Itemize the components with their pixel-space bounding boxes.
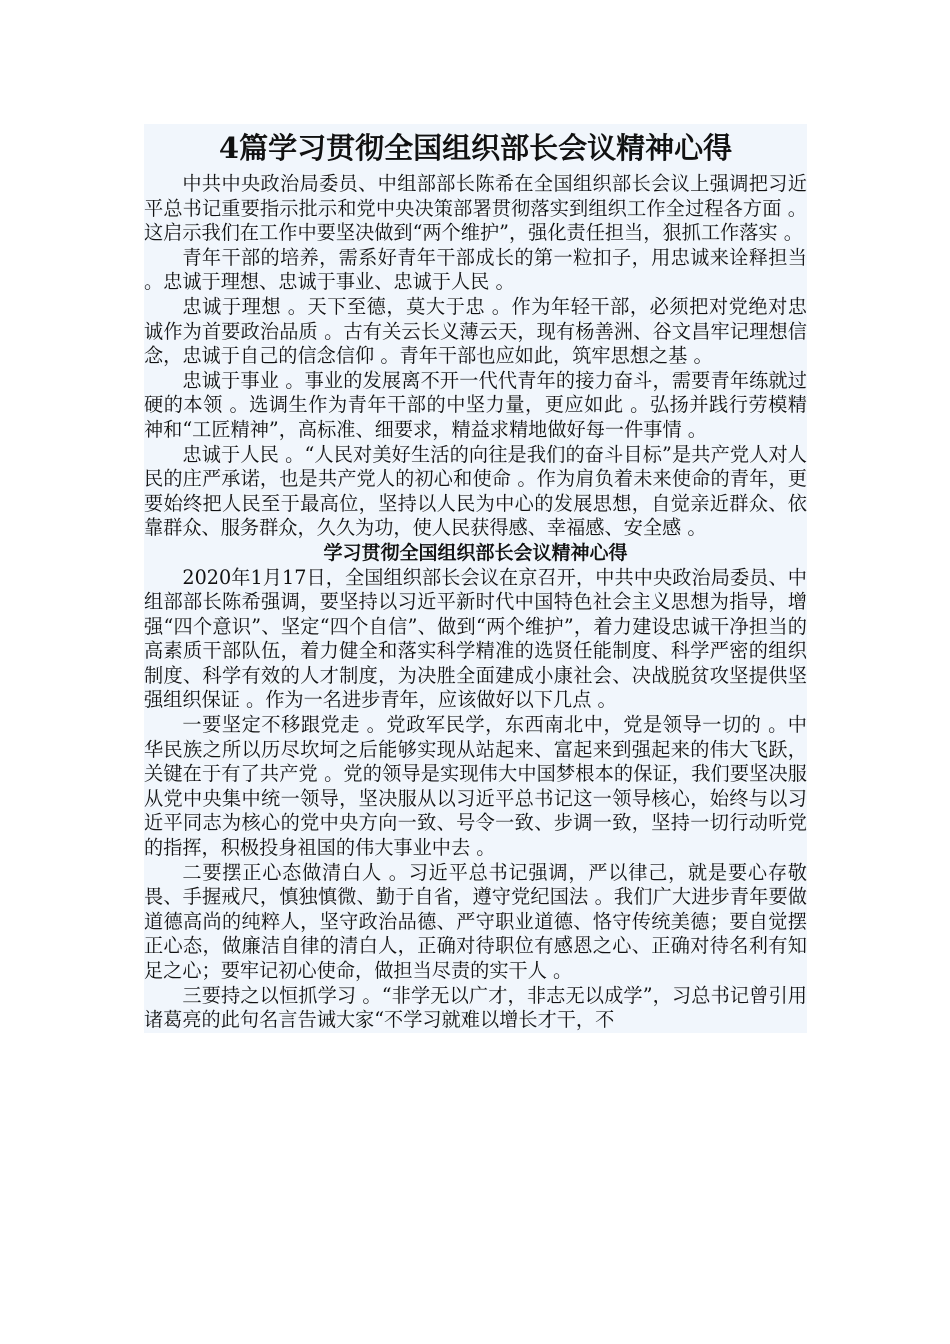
paragraph: 二要摆正心态做清白人 。习近平总书记强调，严以律己，就是要心存敬畏、手握戒尺，慎独慎微、勤于自省，遵守党纪国法 。我们广大进步青年要做道德高尚的纯粹人，坚守政治品德、严守职业道德、恪守传统美德；要自觉摆正心态，做廉洁自律的清白人，正确对待职位有感恩之心、正确对待名利有知足之心；要牢记初心使命，做担当尽责的实干人 。: [144, 860, 807, 982]
paragraph: 2020年1月17日，全国组织部长会议在京召开，中共中央政治局委员、中组部部长陈希强调，要坚持以习近平新时代中国特色社会主义思想为指导，增强“四个意识”、坚定“四个自信”、做到“两个维护”，着力建设忠诚干净担当的高素质干部队伍，着力健全和落实科学精准的选贤任能制度、科学严密的组织制度、科学有效的人才制度，为决胜全面建成小康社会、决战脱贫攻坚提供坚强组织保证 。作为一名进步青年，应该做好以下几点 。: [144, 565, 807, 712]
paragraph: 忠诚于理想 。天下至德，莫大于忠 。作为年轻干部，必须把对党绝对忠诚作为首要政治品质 。古有关云长义薄云天，现有杨善洲、谷文昌牢记理想信念，忠诚于自己的信念信仰 。青年干部也应如此，筑牢思想之基 。: [144, 294, 807, 368]
document-body: [144, 124, 807, 1033]
document-title: 4篇学习贯彻全国组织部长会议精神心得: [218, 131, 733, 165]
paragraph: 忠诚于人民 。“人民对美好生活的向往是我们的奋斗目标”是共产党人对人民的庄严承诺，也是共产党人的初心和使命 。作为肩负着未来使命的青年，更要始终把人民至于最高位，坚持以人民为中心的发展思想，自觉亲近群众、依靠群众、服务群众，久久为功，使人民获得感、幸福感、安全感 。: [144, 442, 807, 540]
paragraph: 青年干部的培养，需系好青年干部成长的第一粒扣子，用忠诚来诠释担当 。忠诚于理想、忠诚于事业、忠诚于人民 。: [144, 245, 807, 294]
paragraph: 中共中央政治局委员、中组部部长陈希在全国组织部长会议上强调把习近平总书记重要指示批示和党中央决策部署贯彻落实到组织工作全过程各方面 。这启示我们在工作中要坚决做到“两个维护”，强化责任担当，狠抓工作落实 。: [144, 172, 807, 245]
paragraph: 忠诚于事业 。事业的发展离不开一代代青年的接力奋斗，需要青年练就过硬的本领 。选调生作为青年干部的中坚力量，更应如此 。弘扬并践行劳模精神和“工匠精神”，高标准、细要求，精益求精地做好每一件事情 。: [144, 368, 807, 441]
section-title: 学习贯彻全国组织部长会议精神心得: [323, 541, 628, 564]
paragraph: 三要持之以恒抓学习 。“非学无以广才，非志无以成学”，习总书记曾引用诸葛亮的此句名言告诫大家“不学习就难以增长才干，不: [144, 983, 807, 1032]
paragraph: 一要坚定不移跟党走 。党政军民学，东西南北中，党是领导一切的 。中华民族之所以历尽坎坷之后能够实现从站起来、富起来到强起来的伟大飞跃，关键在于有了共产党 。党的领导是实现伟大中国梦根本的保证，我们要坚决服从党中央集中统一领导，坚决服从以习近平总书记这一领导核心，始终与以习近平同志为核心的党中央方向一致、号令一致、步调一致，坚持一切行动听党的指挥，积极投身祖国的伟大事业中去 。: [144, 713, 807, 860]
